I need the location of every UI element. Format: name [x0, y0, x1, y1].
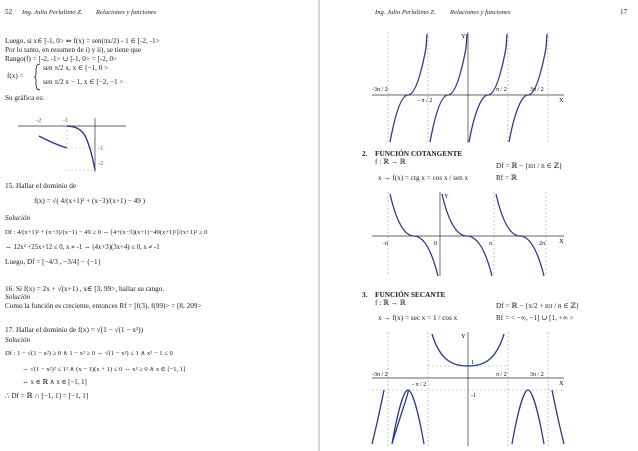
small-graph-ylabel: -1	[98, 145, 104, 152]
piecewise-lhs: f(x) =	[7, 72, 24, 80]
header-chapter: Relaciones y funciones	[96, 9, 157, 16]
solution-label: Solución	[5, 336, 31, 344]
exercise-16-title: 16. Si f(x) = 2x + √(x+1) , x∈ [3, 99>, hallar su rango.	[5, 284, 165, 293]
section-number: 2.	[362, 149, 368, 158]
section-domain: Df = ℝ − {π/2 + nπ / n ∈ ℤ}	[496, 302, 580, 310]
page-number: 52	[5, 8, 13, 16]
solution-label: Solución	[5, 214, 31, 222]
cot-xlabel: 2π	[539, 241, 546, 247]
exercise-17-line: ⇔ x ∈ ℝ ∧ x ∈ [−1, 1]	[22, 379, 87, 386]
sec-xlabel: - π / 2	[412, 382, 427, 388]
sec-xlabel: -3π / 2	[372, 372, 388, 378]
intro-line: Por lo tanto, en resumen de i) y ii), se tiene que	[5, 46, 141, 54]
section-title: FUNCIÓN COTANGENTE	[375, 149, 463, 158]
piecewise-case-2: sen π/2 x − 1, x ∈ [−2, −1 >	[43, 78, 124, 86]
exercise-15-title: 15. Hallar el dominio de	[5, 181, 77, 190]
header-author: Ing. Julio Perlaltino Z.	[375, 9, 436, 16]
exercise-17-line: ∴ Df = ℝ ∩ [−1, 1] = [−1, 1]	[5, 392, 89, 400]
intro-line: Rango(f) = [-2, -1> ∪ [-1, 0> = [-2, 0>	[5, 55, 118, 63]
axis-y-label: Y	[461, 333, 466, 340]
page-number: 17	[620, 8, 628, 16]
secant-graph	[368, 330, 568, 448]
axis-x-label: X	[559, 97, 564, 104]
cot-xlabel: π	[489, 241, 493, 247]
small-graph-ylabel: -2	[98, 160, 104, 167]
header-author: Ing. Julio Perlaltino Z.	[22, 9, 83, 16]
section-formula: x → f(x) = sec x = 1 / cos x	[378, 314, 458, 322]
piecewise-brace	[34, 63, 42, 91]
section-mapping: f : ℝ → ℝ	[375, 158, 406, 166]
sec-ylabel: 1	[471, 360, 474, 366]
exercise-15-line: Luego, Df = [−4/3 , −3/4] − {−1}	[5, 258, 102, 266]
tan-xlabel: π / 2	[496, 87, 507, 93]
exercise-15-formula: f(x) = √( 4/(x+1)² + (x−3)/(x+1) − 49 )	[34, 197, 146, 205]
sec-xlabel: π / 2	[496, 372, 507, 378]
exercise-17-title: 17. Hallar el dominio de f(x) = √(1 − √(1 − x²))	[5, 325, 144, 334]
small-graph-xlabel: -1	[63, 117, 69, 124]
graph-caption: Su gráfica es:	[5, 94, 45, 102]
small-graph-xlabel: -2	[36, 117, 42, 124]
piecewise-case-1: sen π/2 x, x ∈ [−1, 0 >	[43, 64, 109, 72]
tan-xlabel: 3π / 2	[530, 87, 544, 93]
solution-label: Solución	[5, 293, 31, 301]
section-range: Rf = ℝ	[496, 174, 517, 182]
exercise-15-line: ⇔ 12x² +25x+12 ≤ 0, x ≠ -1 ⇔ (4x+3)(3x+4) ≤ 0, x ≠ -1	[5, 244, 160, 251]
cot-xlabel: 0	[434, 241, 437, 247]
section-mapping: f : ℝ → ℝ	[375, 299, 406, 307]
exercise-17-line: ⇔ √(1 − x²)² ≤ 1² ∧ (x − 1)(x + 1) ≤ 0 ⇔ x² ≥ 0 ∧ x ∈ [−1, 1]	[22, 366, 186, 373]
cot-xlabel: -π	[383, 241, 389, 247]
tan-xlabel: - π / 2	[418, 98, 433, 104]
left-page	[0, 0, 318, 451]
section-range: Rf = < −∞, −1] ∪ [1, +∞ >	[496, 314, 574, 322]
exercise-16-line: Como la función es creciente, entonces Rf = [f(3), f(99)> = [8, 209>	[5, 302, 202, 310]
intro-line: Luego, si x∈ [-1, 0> ⇒ f(x) = sen(πx/2) - 1 ∈ [-2, -1>	[5, 37, 160, 45]
axis-x-label: X	[559, 238, 564, 245]
sec-xlabel: 3π / 2	[530, 372, 544, 378]
section-domain: Df = ℝ − {nπ / n ∈ ℤ}	[496, 162, 563, 170]
cotangent-graph	[368, 190, 568, 278]
section-title: FUNCIÓN SECANTE	[375, 290, 446, 299]
axis-y-label: Y	[444, 193, 449, 200]
small-function-graph	[18, 112, 128, 174]
exercise-17-line: Df : 1 − √(1 − x²) ≥ 0 ∧ 1 − x² ≥ 0 ⇔ √(1 − x²) ≤ 1 ∧ x² − 1 ≤ 0	[5, 350, 173, 357]
section-formula: x → f(x) = ctg x = cos x / sen x	[378, 174, 469, 182]
sec-ylabel: -1	[471, 393, 476, 399]
exercise-15-line: Df : 4/(x+1)² + (x−3)/(x−1) − 49 ≥ 0 ⇔ [4+(x−3)(x+1)−49(x+1)²]/(x+1)² ≥ 0	[5, 229, 208, 236]
section-number: 3.	[362, 290, 368, 299]
axis-y-label: Y	[461, 33, 466, 40]
tangent-graph	[368, 30, 568, 145]
axis-x-label: X	[559, 380, 564, 387]
right-page	[320, 0, 638, 451]
tan-xlabel: -3π / 2	[372, 87, 388, 93]
header-chapter: Relaciones y funciones	[450, 9, 511, 16]
